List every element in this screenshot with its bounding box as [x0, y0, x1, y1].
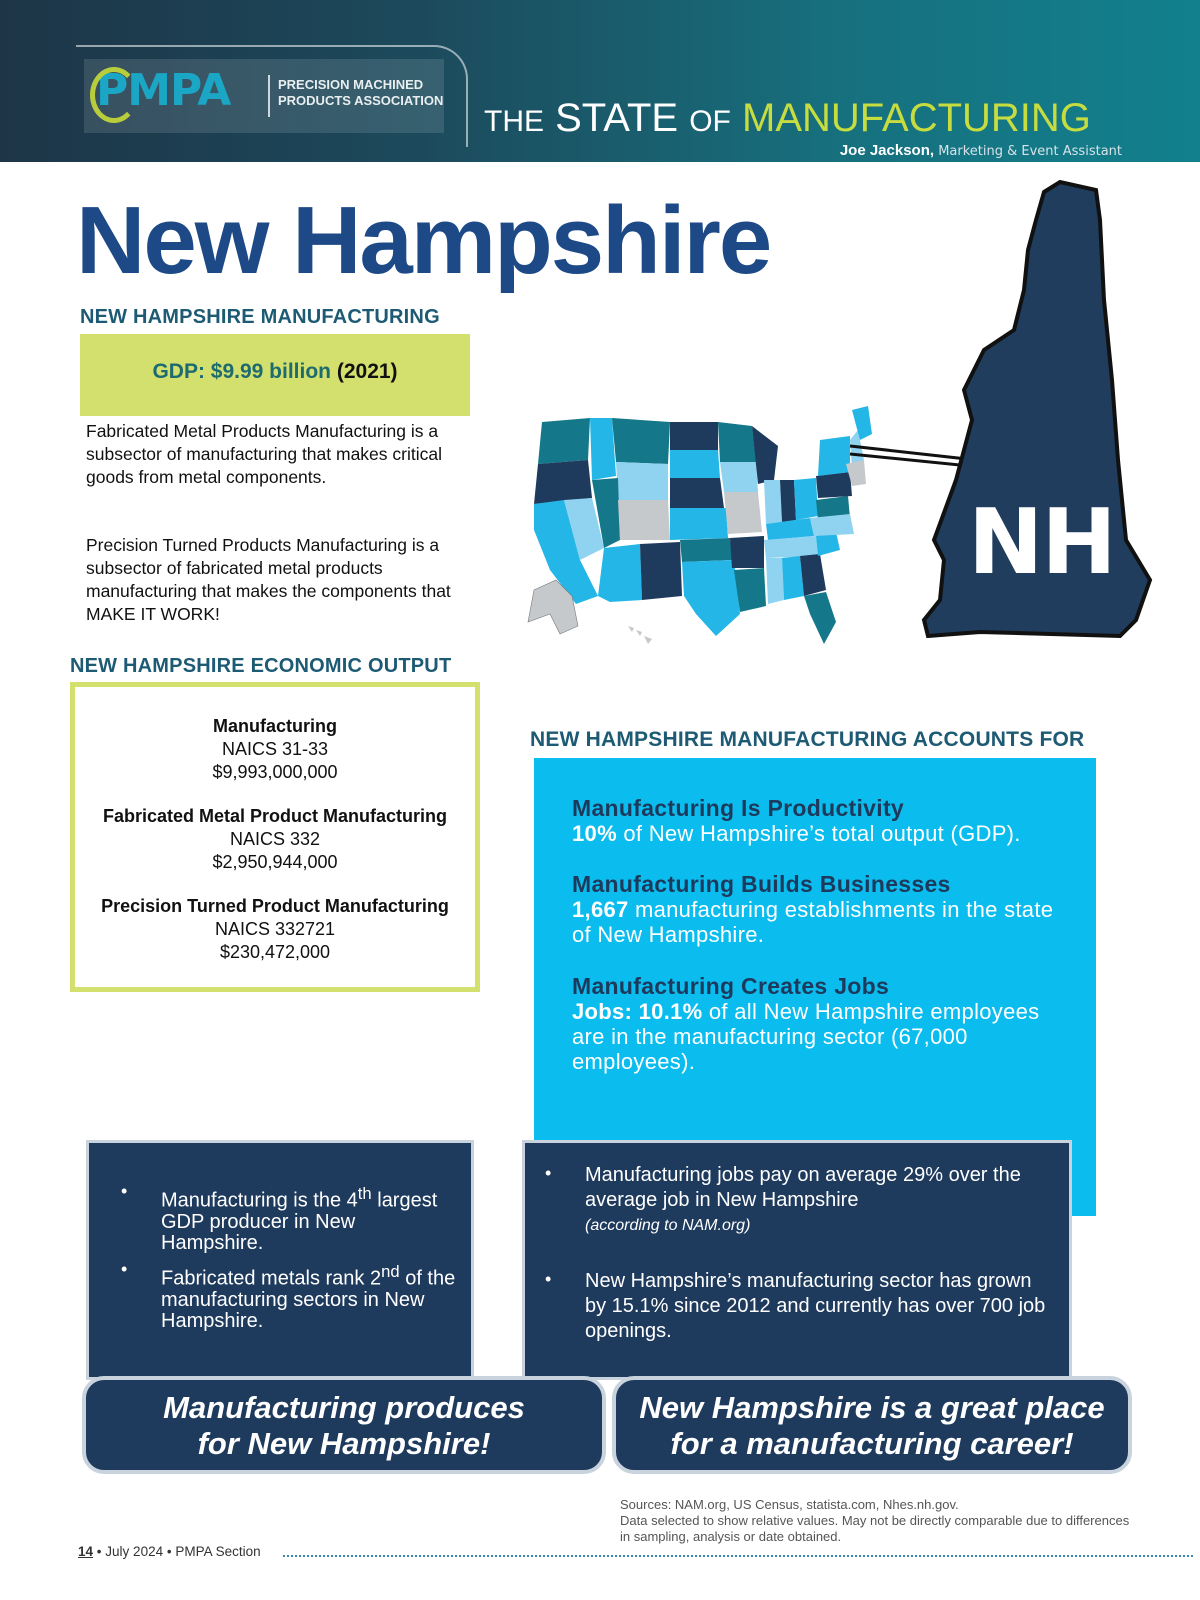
map-state	[670, 450, 720, 478]
page-header	[0, 0, 1200, 162]
footer-separator: •	[96, 1544, 102, 1559]
accounts-item-productivity	[572, 796, 1072, 846]
economic-item-code: NAICS 31-33	[221, 739, 329, 759]
gdp-year: (2021)	[336, 360, 398, 383]
map-state	[766, 558, 784, 604]
fact-note: (according to NAM.org)	[585, 1217, 751, 1234]
map-state	[816, 472, 852, 498]
map-state	[730, 536, 764, 568]
economic-output-heading: NEW HAMPSHIRE ECONOMIC OUTPUT	[70, 655, 452, 677]
fact-bullet	[121, 1181, 457, 1254]
fact-text: Manufacturing is the 4	[161, 1189, 358, 1212]
economic-item-value: $2,950,944,000	[212, 852, 338, 872]
manufacturing-heading: NEW HAMPSHIRE MANUFACTURING	[80, 306, 440, 328]
map-state	[718, 422, 756, 462]
accounts-item-number: Jobs: 10.1%	[572, 999, 703, 1024]
logo-mark	[96, 65, 230, 116]
accounts-item-text: manufacturing establishments in the state of New Hampshire.	[572, 897, 1054, 947]
map-state	[794, 478, 818, 520]
economic-item	[75, 715, 475, 784]
footer-date: July 2024	[105, 1544, 164, 1559]
footer-separator: •	[166, 1544, 172, 1559]
economic-item-value: $230,472,000	[219, 942, 331, 962]
map-state	[640, 542, 682, 600]
accounts-item-number: 1,667	[572, 897, 629, 922]
map-state	[764, 480, 782, 524]
map-state	[598, 544, 642, 602]
fact-bullet	[545, 1163, 1055, 1238]
sources-line: Data selected to show relative values. May not be directly comparable due to differences in sampling, analysis or date obtained.	[620, 1513, 1130, 1544]
economic-item-code: NAICS 332	[229, 829, 321, 849]
title-manufacturing: MANUFACTURING	[742, 96, 1091, 140]
bullet-icon: •	[545, 1269, 552, 1289]
page-footer	[78, 1544, 261, 1559]
map-state	[780, 480, 796, 522]
bullet-icon: •	[121, 1259, 128, 1279]
fact-text: Fabricated metals rank 2	[161, 1267, 382, 1290]
accounts-item-title: Manufacturing Is Productivity	[572, 795, 905, 821]
page-number: 14	[78, 1544, 94, 1559]
map-state	[724, 492, 762, 534]
accounts-item-jobs	[572, 974, 1072, 1074]
map-state	[618, 500, 670, 540]
cta-line: Manufacturing produces	[163, 1390, 525, 1425]
fact-text: New Hampshire’s manufacturing sector has grown by 15.1% since 2012 and currently has over 700 job openings.	[585, 1270, 1046, 1342]
facts-right-box	[522, 1140, 1072, 1380]
nh-label: NH	[968, 490, 1115, 595]
map-state	[818, 436, 850, 476]
bullet-icon: •	[121, 1181, 128, 1201]
series-title	[484, 96, 1091, 141]
map-state	[612, 418, 670, 464]
map-state	[670, 478, 724, 508]
map-state	[682, 560, 740, 636]
gdp-box	[80, 334, 470, 416]
sources-note	[620, 1497, 1130, 1545]
economic-item-name: Fabricated Metal Product Manufacturing	[102, 806, 448, 826]
byline	[840, 142, 1122, 159]
cta-line: New Hampshire is a great place	[639, 1390, 1105, 1425]
economic-item-name: Precision Turned Product Manufacturing	[101, 896, 449, 916]
map-state	[670, 422, 718, 450]
description-fabricated: Fabricated Metal Products Manufacturing is a subsector of manufacturing that makes critical goods from metal components.	[86, 421, 442, 487]
economic-item	[75, 805, 475, 874]
map-state	[680, 538, 732, 562]
accounts-item-number: 10%	[572, 821, 617, 846]
fact-bullet	[545, 1269, 1055, 1344]
gdp-value: $9.99 billion	[210, 360, 331, 383]
accounts-item-title: Manufacturing Creates Jobs	[572, 973, 890, 999]
gdp-label: GDP:	[152, 360, 205, 383]
fact-bullet	[121, 1259, 457, 1332]
logo-mark-text: PMPA	[96, 65, 231, 116]
pmpa-logo	[84, 59, 444, 133]
accounts-item-text: of New Hampshire’s total output (GDP).	[616, 821, 1021, 846]
map-state	[810, 514, 854, 536]
map-state	[534, 460, 592, 504]
page-title: New Hampshire	[76, 187, 771, 294]
accounts-item-businesses	[572, 872, 1072, 947]
map-state	[800, 554, 826, 596]
gdp-text	[80, 360, 470, 384]
title-of: OF	[689, 105, 731, 138]
footer-dotted-rule	[283, 1555, 1193, 1557]
cta-line: for a manufacturing career!	[670, 1426, 1074, 1461]
cta-career	[612, 1376, 1132, 1474]
cta-line: for New Hampshire!	[197, 1426, 491, 1461]
facts-left-box	[86, 1140, 474, 1380]
us-map	[520, 400, 880, 660]
fact-text: of the manufacturing sectors in New Hampshire.	[161, 1267, 456, 1332]
economic-output-box	[70, 682, 480, 992]
map-state	[616, 462, 668, 500]
logo-frame	[76, 45, 468, 147]
fact-text: Manufacturing jobs pay on average 29% over the average job in New Hampshire	[585, 1164, 1021, 1211]
author-role: Marketing & Event Assistant	[938, 144, 1122, 159]
economic-item-name: Manufacturing	[213, 716, 337, 736]
economic-item	[75, 895, 475, 964]
fact-text: largest GDP producer in New Hampshire.	[161, 1189, 438, 1254]
accounts-item-title: Manufacturing Builds Businesses	[572, 871, 951, 897]
accounts-for-heading: NEW HAMPSHIRE MANUFACTURING ACCOUNTS FOR	[530, 728, 1085, 751]
author-name: Joe Jackson,	[839, 142, 935, 159]
sources-line: Sources: NAM.org, US Census, statista.com, Nhes.nh.gov.	[620, 1497, 959, 1512]
logo-text	[278, 77, 443, 109]
logo-line-2: PRODUCTS ASSOCIATION	[278, 93, 444, 108]
map-state-hawaii	[628, 626, 652, 644]
economic-item-code: NAICS 332721	[214, 919, 336, 939]
title-state: STATE	[555, 96, 679, 140]
fact-superscript: nd	[381, 1262, 400, 1281]
cta-produces	[82, 1376, 606, 1474]
map-state	[720, 462, 758, 492]
bullet-icon: •	[545, 1163, 552, 1183]
economic-item-value: $9,993,000,000	[212, 762, 338, 782]
logo-divider	[268, 75, 270, 117]
logo-line-1: PRECISION MACHINED	[278, 77, 424, 92]
accounts-item-text: of all New Hampshire employees are in the manufacturing sector (67,000 employees).	[572, 999, 1040, 1074]
title-the: THE	[484, 105, 544, 138]
fact-superscript: th	[357, 1184, 372, 1203]
map-state	[590, 418, 616, 480]
map-state	[804, 592, 836, 644]
map-state	[670, 508, 728, 540]
footer-section: PMPA Section	[175, 1544, 261, 1559]
description-precision: Precision Turned Products Manufacturing is a subsector of fabricated metal products manufacturing that makes the components that MAKE IT WORK!	[86, 535, 451, 624]
map-state	[538, 418, 590, 464]
us-map-states	[528, 406, 872, 644]
logo-ring-icon	[90, 67, 138, 123]
